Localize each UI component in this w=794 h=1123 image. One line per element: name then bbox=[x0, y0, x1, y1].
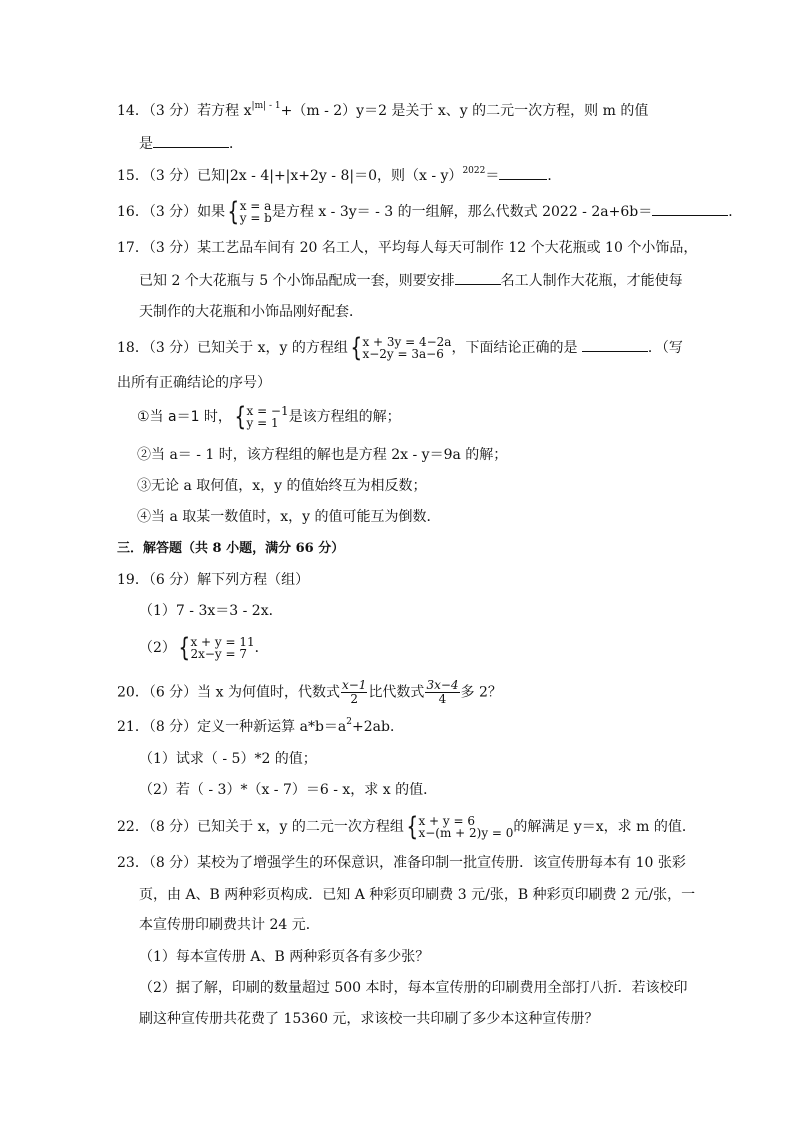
answer-blank-15[interactable] bbox=[499, 165, 547, 180]
question-20: 20．（6 分）当 x 为何值时，代数式 $\frac{x-1}{2}$ 比代数式 $\frac{3x-4}{4}$ 多 2？ bbox=[117, 678, 502, 706]
answer-blank-17[interactable] bbox=[455, 270, 501, 285]
question-17-line3: 天制作的大花瓶和小饰品刚好配套． bbox=[139, 304, 363, 320]
question-18-line1: 18．（3 分）已知关于 x，y 的方程组 { x + 3y = 4−2a x−2y = 3a−6 ，下面结论正确的是 ．（写 bbox=[117, 333, 683, 363]
option-1: ①当 a＝1 时， { x = −1 y = 1 是该方程组的解； bbox=[137, 402, 401, 432]
question-23-part2-line1: （2）据了解，印刷的数量超过 500 本时，每本宣传册的印刷费用全部打八折．若该校印 bbox=[139, 980, 688, 996]
question-23-line1: 23．（8 分）某校为了增强学生的环保意识，准备印制一批宣传册．该宣传册每本有 10 张彩 bbox=[117, 855, 686, 871]
equation-system: { x + y = 11 2x−y = 7 bbox=[178, 633, 255, 663]
question-21-line1: 21．（8 分）定义一种新运算 $a*b=a^2+2ab$． bbox=[117, 717, 404, 735]
question-18-line2: 出所有正确结论的序号） bbox=[117, 375, 271, 391]
question-17-line2: 已知 2 个大花瓶与 5 个小饰品配成一套，则要安排 名工人制作大花瓶，才能使每 bbox=[139, 270, 683, 291]
question-19-part2: （2） { x + y = 11 2x−y = 7 ． bbox=[139, 633, 269, 663]
question-17-line1: 17．（3 分）某工艺品车间有 20 名工人，平均每人每天可制作 12 个大花瓶或 10 个小饰品， bbox=[117, 240, 698, 256]
question-23-line3: 本宣传册印刷费共计 24 元． bbox=[139, 917, 320, 933]
question-16: 16．（3 分）如果 { x = a y = b 是方程 x - 3y＝ - 3 的一组解，那么代数式 2022 - 2a+6b＝ ． bbox=[117, 197, 743, 227]
question-21-part2: （2）若（ - 3）*（x - 7）＝6 - x，求 x 的值． bbox=[139, 782, 438, 798]
question-14-line1: 14．（3 分）若方程 $x^{|m| - 1}+(m - 2)y=2$ 是关于 x、y 的二元一次方程，则 m 的值 bbox=[117, 101, 649, 119]
question-14-line2: 是 ． bbox=[139, 133, 243, 154]
answer-blank-18[interactable] bbox=[582, 337, 648, 352]
option-4: ④当 a 取某一数值时，x，y 的值可能互为倒数． bbox=[137, 509, 441, 525]
equation-system: { x + 3y = 4−2a x−2y = 3a−6 bbox=[350, 333, 452, 363]
equation-system: { x = −1 y = 1 bbox=[234, 402, 289, 432]
question-23-part2-line2: 刷这种宣传册共花费了 15360 元，求该校一共印刷了多少本这种宣传册？ bbox=[139, 1011, 599, 1027]
answer-blank-14[interactable] bbox=[153, 133, 229, 148]
option-2: ②当 a＝ - 1 时，该方程组的解也是方程 2x - y＝9a 的解； bbox=[137, 447, 508, 463]
question-23-part1: （1）每本宣传册 A、B 两种彩页各有多少张？ bbox=[139, 949, 430, 965]
question-19-title: 19．（6 分）解下列方程（组） bbox=[117, 572, 310, 588]
equation-system: { x + y = 6 x−(m + 2)y = 0 bbox=[406, 812, 514, 842]
equation-system: { x = a y = b bbox=[227, 197, 272, 227]
question-19-part1: （1）7 - 3x＝3 - 2x． bbox=[139, 603, 283, 619]
section-heading: 三．解答题（共 8 小题，满分 66 分） bbox=[117, 541, 345, 556]
fraction: $\frac{x-1}{2}$ bbox=[341, 678, 367, 706]
question-21-part1: （1）试求（ - 5）*2 的值； bbox=[139, 751, 317, 767]
option-3: ③无论 a 取何值，x，y 的值始终互为相反数； bbox=[137, 478, 427, 494]
fraction: $\frac{3x-4}{4}$ bbox=[426, 678, 459, 706]
question-15: 15．（3 分）已知|2x - 4|+|x+2y - 8|＝0，则（x - y）$^{2022}$＝ ． bbox=[117, 166, 562, 184]
answer-blank-16[interactable] bbox=[652, 201, 728, 216]
question-23-line2: 页，由 A、B 两种彩页构成．已知 A 种彩页印刷费 3 元/张，B 种彩页印刷费 2 元/张，一 bbox=[139, 887, 696, 903]
question-22: 22．（8 分）已知关于 x，y 的二元一次方程组 { x + y = 6 x−(m + 2)y = 0 的解满足 y＝x，求 m 的值． bbox=[117, 812, 696, 842]
